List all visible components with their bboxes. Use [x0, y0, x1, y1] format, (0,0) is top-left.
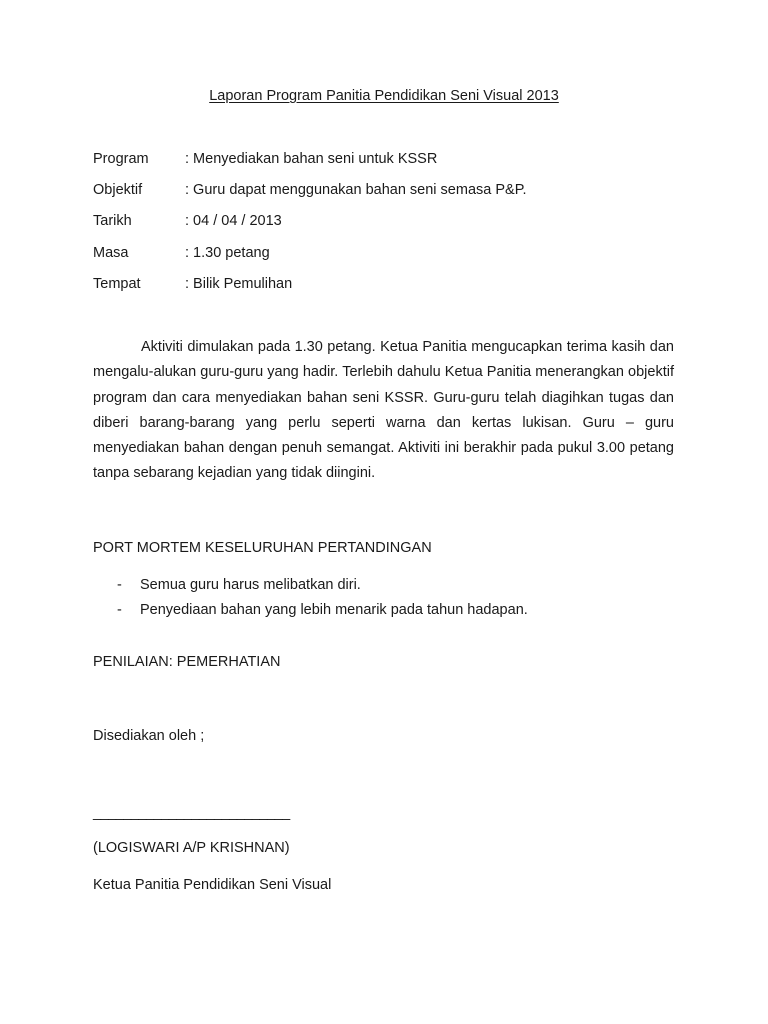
field-value: : Menyediakan bahan seni untuk KSSR — [185, 151, 438, 167]
field-value: : 1.30 petang — [185, 245, 270, 261]
field-label: Tempat — [93, 276, 141, 292]
field-label: Objektif — [93, 182, 143, 198]
signatory-name: (LOGISWARI A/P KRISHNAN) — [93, 840, 290, 856]
field-value: : Guru dapat menggunakan bahan seni semasa P&P. — [185, 182, 527, 198]
field-label: Tarikh — [93, 213, 132, 229]
bullet-text: Semua guru harus melibatkan diri. — [140, 577, 361, 593]
field-label: Masa — [93, 245, 129, 261]
activity-paragraph: Aktiviti dimulakan pada 1.30 petang. Ketua Panitia mengucapkan terima kasih dan mengalu-alukan guru-guru yang hadir. Terlebih dahulu Ketua Panitia menerangkan objektif program dan cara menyediakan bahan seni KSSR. Guru-guru telah diagihkan tugas dan diberi barang-barang yang perlu seperti warna dan kertas lukisan. Guru – guru menyediakan bahan dengan penuh semangat. Aktiviti ini berakhir pada pukul 3.00 petang tanpa sebarang kejadian yang tidak diingini. — [93, 339, 674, 482]
field-label: Program — [93, 151, 149, 167]
postmortem-heading: PORT MORTEM KESELURUHAN PERTANDINGAN — [93, 540, 432, 556]
bullet-dash: - — [117, 602, 122, 618]
evaluation-line: PENILAIAN: PEMERHATIAN — [93, 654, 281, 670]
bullet-dash: - — [117, 577, 122, 593]
bullet-text: Penyediaan bahan yang lebih menarik pada tahun hadapan. — [140, 602, 528, 618]
report-title: Laporan Program Panitia Pendidikan Seni Visual 2013 — [209, 88, 559, 104]
signature-line: __________________________ — [93, 805, 290, 821]
signatory-title: Ketua Panitia Pendidikan Seni Visual — [93, 877, 332, 893]
field-value: : Bilik Pemulihan — [185, 276, 293, 292]
prepared-by-label: Disediakan oleh ; — [93, 728, 205, 744]
field-value: : 04 / 04 / 2013 — [185, 213, 282, 229]
